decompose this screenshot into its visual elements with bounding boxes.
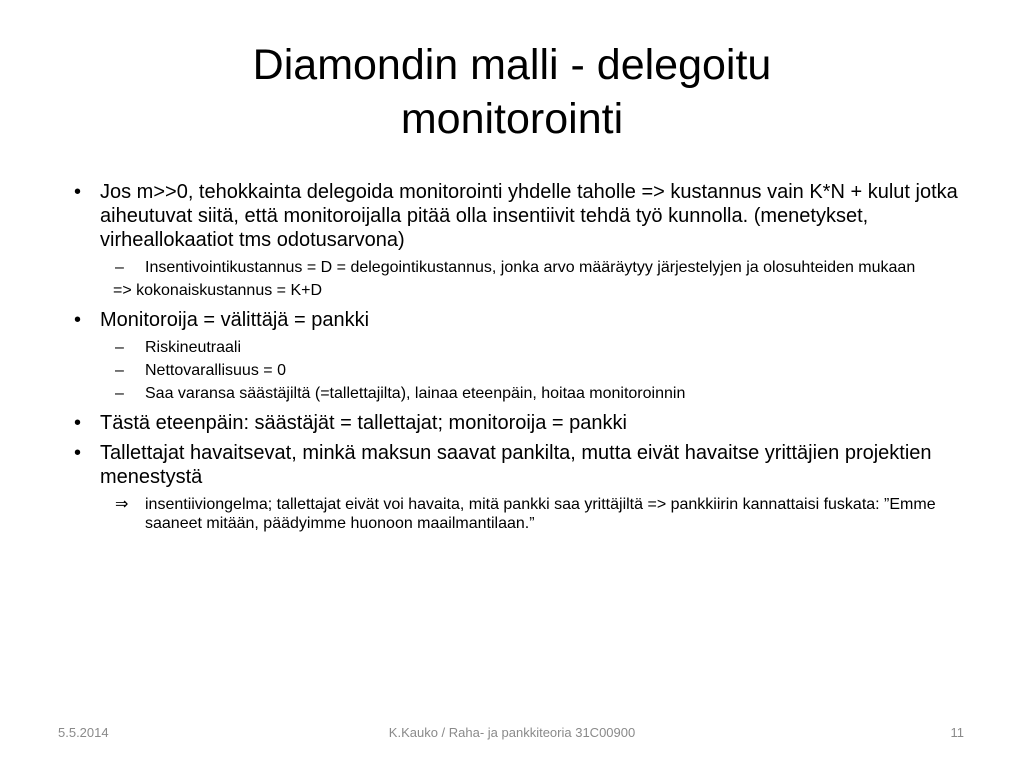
sub-bullet-item [60,338,970,357]
sub-bullet-text: Saa varansa säästäjiltä (=tallettajilta), lainaa eteenpäin, hoitaa monitoroinnin [145,385,686,402]
sub-bullet-item [60,384,970,403]
sub-bullet-text: insentiiviongelma; tallettajat eivät voi havaita, mitä pankki saa yrittäjiltä => pankkiirin kannattaisi fuskata: ”Emme saaneet mitään, päädyimme huonoon maailmantilaan.” [145,496,936,532]
bullet-marker: • [74,309,82,331]
dash-marker: – [115,362,124,379]
bullet-marker: • [74,412,82,434]
bullet-marker: • [74,442,82,464]
total-cost-line: => kokonaiskustannus = K+D [113,282,323,299]
bullet-text: Tallettajat havaitsevat, minkä maksun saavat pankilta, mutta eivät havaitse yrittäjien projektien menestystä [100,442,932,488]
sub-bullet-item [60,361,970,380]
bullet-item [60,411,970,435]
slide-title-line1: Diamondin malli - delegoitu [252,41,772,89]
slide-title [60,38,964,146]
footer-date: 5.5.2014 [58,725,109,740]
sub-bullet-text: Riskineutraali [145,339,242,356]
implies-arrow-icon: ⇒ [115,496,129,513]
bullet-item [60,308,970,332]
bullet-text: Monitoroija = välittäjä = pankki [100,309,370,331]
sub-bullet-text: Nettovarallisuus = 0 [145,362,286,379]
bullet-item [60,180,970,252]
bullet-text: Jos m>>0, tehokkainta delegoida monitorointi yhdelle taholle => kustannus vain K*N + kulut jotka aiheutuvat siitä, että monitoroijalla pitää olla insentiivit tehdä työ kunnolla. (menetykset, virheallokaatiot tms odotusarvona) [100,181,958,251]
dash-marker: – [115,385,124,402]
footer-course: K.Kauko / Raha- ja pankkiteoria 31C00900 [388,725,636,740]
dash-marker: – [115,259,124,276]
sub-bullet-text: Insentivointikustannus = D = delegointikustannus, jonka arvo määräytyy järjestelyjen ja olosuhteiden mukaan [145,259,916,276]
bullet-text: Tästä eteenpäin: säästäjät = tallettajat; monitoroija = pankki [100,412,627,434]
page-number: 11 [950,725,964,740]
dash-marker: – [115,339,124,356]
bullet-marker: • [74,181,82,203]
bullet-list [60,180,970,537]
sub-bullet-item [60,495,970,533]
sub-bullet-item [60,258,970,277]
bullet-item [60,441,970,489]
slide-title-line2: monitorointi [400,95,624,143]
